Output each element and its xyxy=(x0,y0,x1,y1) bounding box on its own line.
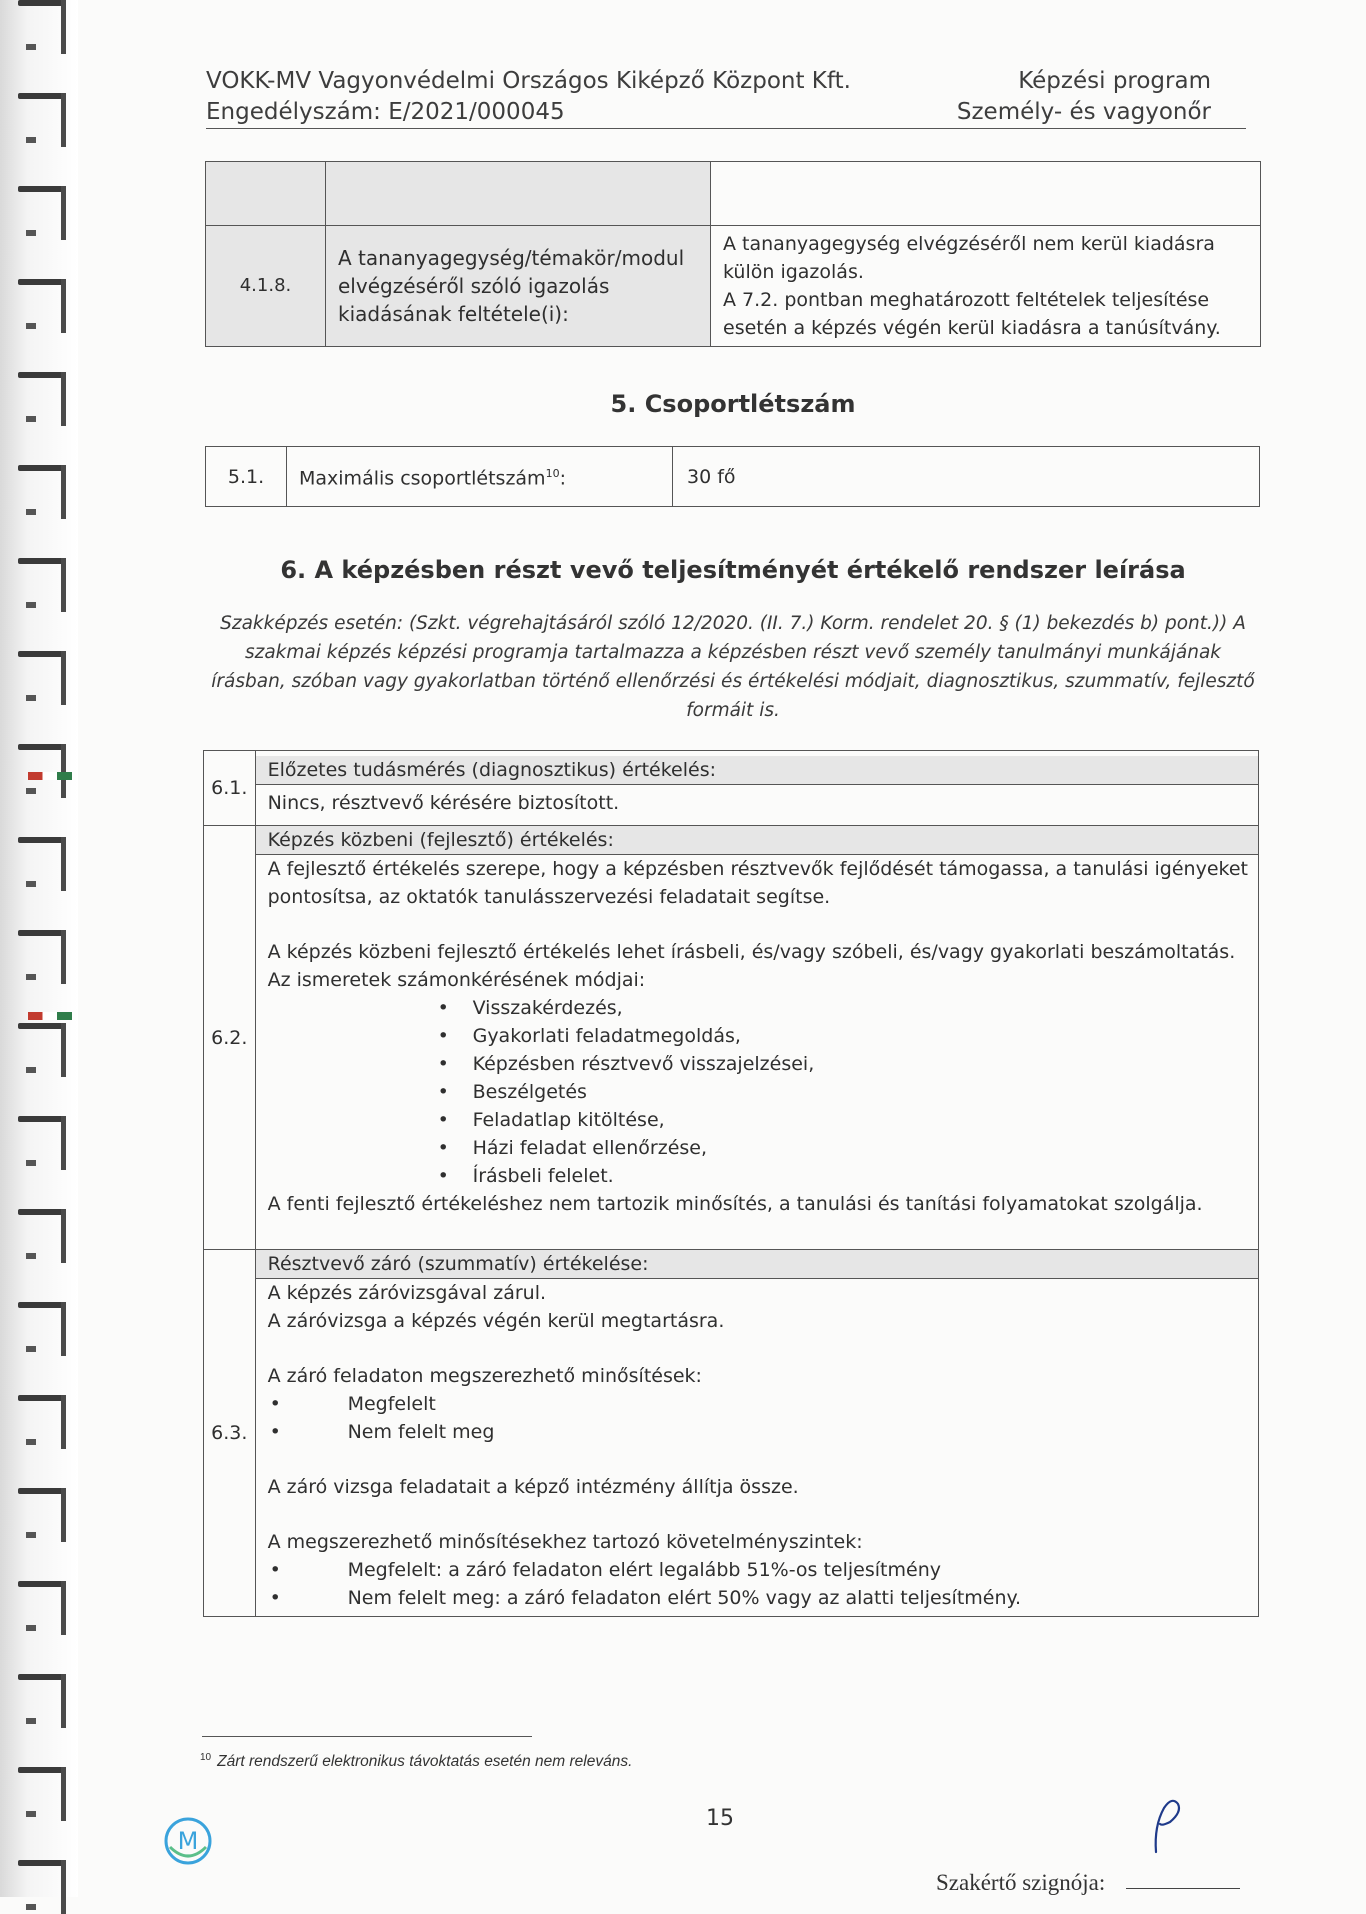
doc-subject: Személy- és vagyonőr xyxy=(956,99,1211,125)
table-cell xyxy=(206,162,326,226)
paragraph: A záró vizsga feladatait a képző intézmény állítja össze. xyxy=(267,1476,799,1498)
list-item: • Megfelelt xyxy=(268,1390,1248,1418)
footnote-text: Zárt rendszerű elektronikus távoktatás esetén nem releváns. xyxy=(217,1753,633,1771)
list-item: • Gyakorlati feladatmegoldás, xyxy=(268,1022,1248,1050)
row-content xyxy=(255,751,1258,826)
list-item: • Beszélgetés xyxy=(268,1078,1248,1106)
row-heading: Résztvevő záró (szummatív) értékelése: xyxy=(256,1250,1258,1279)
binding-ring xyxy=(18,372,66,426)
binding-ring xyxy=(18,1116,66,1170)
binding-ring xyxy=(18,1674,66,1728)
table-row xyxy=(204,826,1259,1250)
footnote-number: 10 xyxy=(200,1752,212,1763)
binding-ring xyxy=(18,186,66,240)
paragraph: A megszerezhető minősítésekhez tartozó követelményszintek: xyxy=(267,1531,863,1553)
list-item: • Visszakérdezés, xyxy=(268,994,1248,1022)
binding-ring xyxy=(18,1023,66,1077)
binding-ring xyxy=(18,1581,66,1635)
list-item: • Nem felelt meg xyxy=(268,1418,1248,1446)
paragraph: pontosítsa, az oktatók tanulásszervezési feladatait segítse. xyxy=(267,886,831,908)
row-value: 30 fő xyxy=(673,447,1260,507)
section-5-title: 5. Csoportlétszám xyxy=(610,390,856,418)
paragraph: A záróvizsga a képzés végén kerül megtartásra. xyxy=(267,1310,725,1332)
table-row xyxy=(204,751,1259,826)
assessment-methods-list xyxy=(268,994,1248,1190)
binding-ring xyxy=(18,1395,66,1449)
company-logo xyxy=(162,1815,214,1871)
section-6-intro: Szakképzés esetén: (Szkt. végrehajtásáról szóló 12/2020. (II. 7.) Korm. rendelet 20. § (1) bekezdés b) pont.)) A szakmai képzés képzési programja tartalmazza a képzésben részt vevő személy tanulmányi munkájának írásban, szóban vagy gyakorlatban történő ellenőrzési és értékelési módjait, diagnosztikus, szummatív, fejlesztő formáit is. xyxy=(211,613,1255,721)
binding-ring xyxy=(18,0,66,54)
table-row xyxy=(206,162,1261,226)
doc-type: Képzési program xyxy=(1018,68,1211,94)
section-5-table xyxy=(205,446,1260,507)
footnote xyxy=(200,1752,632,1771)
table-row xyxy=(204,1250,1259,1617)
signature-label: Szakértő szignója: xyxy=(936,1870,1106,1895)
page-number: 15 xyxy=(706,1806,734,1831)
value-line: A 7.2. pontban meghatározott feltételek teljesítése esetén a képzés végén kerül kiadásra a tanúsítvány. xyxy=(723,289,1221,339)
footnote-divider xyxy=(202,1736,532,1737)
handwritten-signature xyxy=(1150,1796,1190,1856)
row-number: 5.1. xyxy=(206,447,287,507)
binding-ring xyxy=(18,465,66,519)
paragraph: A fenti fejlesztő értékeléshez nem tartozik minősítés, a tanulási és tanítási folyamatokat szolgálja. xyxy=(267,1193,1203,1215)
row-text: Nincs, résztvevő kérésére biztosított. xyxy=(267,791,620,814)
levels-list xyxy=(268,1556,1248,1612)
org-name: VOKK-MV Vagyonvédelmi Országos Kiképző Központ Kft. xyxy=(206,68,851,94)
list-item: • Írásbeli felelet. xyxy=(268,1162,1248,1190)
list-item: • Megfelelt: a záró feladaton elért legalább 51%-os teljesítmény xyxy=(268,1556,1248,1584)
list-item: • Házi feladat ellenőrzése, xyxy=(268,1134,1248,1162)
binding-tab-marker xyxy=(28,772,72,780)
section-4-1-8-table xyxy=(205,161,1261,347)
row-number: 6.2. xyxy=(204,826,256,1250)
row-number: 6.1. xyxy=(204,751,256,826)
list-item: • Képzésben résztvevő visszajelzései, xyxy=(268,1050,1248,1078)
binding-ring xyxy=(18,558,66,612)
logo-letter: M xyxy=(177,1827,199,1855)
table-row xyxy=(206,447,1260,507)
binding-ring xyxy=(18,1209,66,1263)
paragraph: A képzés közbeni fejlesztő értékelés lehet írásbeli, és/vagy szóbeli, és/vagy gyakorlati beszámoltatás. xyxy=(267,941,1236,963)
header-divider xyxy=(206,128,1246,129)
binding-ring xyxy=(18,93,66,147)
row-heading: Előzetes tudásmérés (diagnosztikus) értékelés: xyxy=(256,756,1258,785)
row-value xyxy=(711,226,1261,347)
list-item: • Nem felelt meg: a záró feladaton elért 50% vagy az alatti teljesítmény. xyxy=(268,1584,1248,1612)
list-item: • Feladatlap kitöltése, xyxy=(268,1106,1248,1134)
binding-ring xyxy=(18,744,66,798)
footnote-ref: 10 xyxy=(545,467,560,481)
row-heading: Képzés közbeni (fejlesztő) értékelés: xyxy=(256,826,1258,855)
label-suffix: : xyxy=(559,467,566,490)
label-text: Maximális csoportlétszám xyxy=(299,467,546,490)
value-line: A tananyagegység elvégzéséről nem kerül kiadásra külön igazolás. xyxy=(723,233,1215,283)
binding-ring xyxy=(18,279,66,333)
row-number: 6.3. xyxy=(204,1250,256,1617)
binding-ring xyxy=(18,1860,66,1914)
binding-ring xyxy=(18,930,66,984)
binding-ring xyxy=(18,1488,66,1542)
binding-ring xyxy=(18,651,66,705)
paragraph: A záró feladaton megszerezhető minősítések: xyxy=(267,1365,702,1387)
row-content xyxy=(255,826,1258,1250)
paragraph: Az ismeretek számonkérésének módjai: xyxy=(267,969,646,991)
paragraph: A képzés záróvizsgával zárul. xyxy=(267,1282,547,1304)
table-cell xyxy=(711,162,1261,226)
section-6-table xyxy=(203,750,1259,1617)
binding-ring xyxy=(18,1767,66,1821)
binding-ring xyxy=(18,837,66,891)
table-cell xyxy=(326,162,711,226)
section-6-title: 6. A képzésben részt vevő teljesítményét értékelő rendszer leírása xyxy=(280,556,1186,584)
paragraph: A fejlesztő értékelés szerepe, hogy a képzésben résztvevők fejlődését támogassa, a tanulási igényeket xyxy=(267,858,1248,880)
row-label: A tananyagegység/témakör/modul elvégzéséről szóló igazolás kiadásának feltétele(i): xyxy=(326,226,711,347)
signature-line xyxy=(1126,1888,1240,1889)
table-row xyxy=(206,226,1261,347)
binding-ring xyxy=(18,1302,66,1356)
license-number: Engedélyszám: E/2021/000045 xyxy=(206,99,565,125)
spiral-binding xyxy=(0,0,78,1897)
row-label xyxy=(287,447,673,507)
binding-tab-marker xyxy=(28,1012,72,1020)
row-number: 4.1.8. xyxy=(206,226,326,347)
grades-list xyxy=(268,1390,1248,1446)
row-content xyxy=(255,1250,1258,1617)
